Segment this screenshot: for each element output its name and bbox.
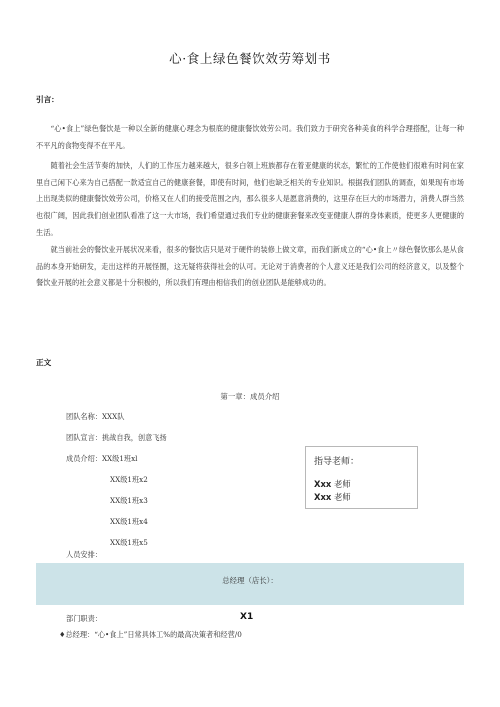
member-item: XX级1班x3 xyxy=(110,496,148,505)
mentor-title: 指导老师： xyxy=(314,457,360,467)
dept-label: 部门职责： xyxy=(66,614,102,623)
dept-mark: X1 xyxy=(240,612,254,622)
mentor-name xyxy=(314,478,351,490)
intro-paragraph-2: 随着社会生活节奏的加快，人们的工作压力越来越大，很多白领上班族都存在着亚健康的状态，繁忙的工作使他们很难有时间在家里自己闲下心来为自己搭配一款适宜自己的健康套餐，即使有时间，他们也缺乏相关的专业知识。根据我们团队的调查，如果现有市场上出现类似的健康餐饮效劳公司，价格又在人们的接受范围之内，那么很多人是愿意消费的，这里存在巨大的市场潜力，消费人群当然也很广阔，因此我们创业团队看准了这一大市场，我们希望通过我们专业的健康套餐来改变亚健康人群的身体素质，使更多人更健康的生活。 xyxy=(36,161,464,237)
body-heading: 正文 xyxy=(36,358,52,367)
staffing-label: 人员安排： xyxy=(66,550,102,559)
intro-paragraph-1: “心•食上”绿色餐饮是一种以全新的健康心理念为根底的健康餐饮效劳公司。我们致力于研究各种美食的科学合理搭配，让每一种不平凡的食物变得不在平凡。 xyxy=(36,124,464,150)
mentor-suffix: 老师 xyxy=(333,492,351,502)
team-slogan: 团队宣言：挑战自我，创意飞扬 xyxy=(66,433,167,442)
mentor-suffix: 老师 xyxy=(333,479,351,489)
document-title: 心·食上绿色餐饮效劳筹划书 xyxy=(169,51,331,66)
chapter-title: 第一章：成员介绍 xyxy=(220,392,280,401)
intro-section xyxy=(36,121,464,292)
team-name: 团队名称：XXX队 xyxy=(66,412,125,421)
mentor-prefix: Xxx xyxy=(314,492,332,502)
mentor-name xyxy=(314,491,351,503)
intro-heading: 引言： xyxy=(36,95,59,104)
intro-paragraph-3: 就当前社会的餐饮业开展状况来看，很多的餐饮店只是对于硬件的装修上做文章，而我们新成立的“心•食上〃绿色餐饮那么是从食品的本身开始研发，走出这样的开展怪圈，这无疑将获得社会的认可。无论对于消费者的个人意义还是我们公司的经济意义，以及整个餐饮业开展的社会意义都是十分积极的，所以我们有理由相信我们的创业团队是能够成功的。 xyxy=(36,245,464,288)
duty-line: ♦总经理：“心•食上”日常具体工%的最高决策者和经营/0 xyxy=(59,630,242,639)
member-item: XX级1班x4 xyxy=(110,517,148,526)
member-item: XX级1班x2 xyxy=(110,475,148,484)
members-intro: 成员介绍：XX级1班xl xyxy=(66,454,138,463)
manager-box xyxy=(36,563,464,605)
member-item: XX级1班x5 xyxy=(110,538,148,547)
manager-label: 总经理（店长）： xyxy=(222,576,278,585)
mentor-box xyxy=(305,446,418,509)
mentor-prefix: Xxx xyxy=(314,479,332,489)
